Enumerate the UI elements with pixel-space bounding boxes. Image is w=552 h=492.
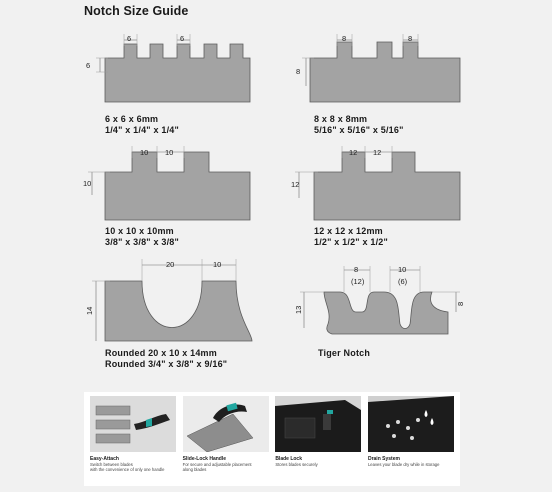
feature-desc: with the convenience of only one handle: [90, 467, 165, 472]
drain-icon: [368, 396, 454, 452]
feature-desc: Leaves your blade dry while in storage: [367, 462, 440, 467]
dim-label: (6): [398, 277, 408, 286]
dim-label: 10: [213, 260, 222, 269]
dim-label: 8: [354, 265, 359, 274]
notch-caption-12mm: 12 x 12 x 12mm 1/2" x 1/2" x 1/2": [314, 226, 388, 247]
notch-diagram-rounded: [80, 255, 260, 345]
feature-desc: along blades: [182, 467, 207, 472]
feature-blade-lock: [275, 396, 361, 482]
dim-label: 20: [166, 260, 175, 269]
feature-desc: Stores blades securely: [275, 462, 318, 467]
dim-label: 8: [456, 301, 465, 306]
notch-caption-rounded: Rounded 20 x 10 x 14mm Rounded 3/4" x 3/8" x 9/16": [105, 348, 228, 369]
dim-label: 10: [83, 179, 92, 188]
dim-label: 6: [127, 34, 132, 43]
feature-strip: [84, 392, 460, 486]
dim-label: 10: [165, 148, 174, 157]
notch-diagram-12mm: [290, 140, 470, 230]
dim-label: 8: [408, 34, 413, 43]
notch-diagram-6mm: [80, 28, 260, 112]
dim-label: 12: [291, 180, 300, 189]
trowel-icon: [183, 396, 269, 452]
feature-title: Blade Lock: [275, 456, 302, 462]
dim-label: 12: [349, 148, 358, 157]
feature-slide-lock-handle: [183, 396, 269, 482]
feature-desc: For secure and adjustable placement: [182, 462, 252, 467]
dim-label: 8: [342, 34, 347, 43]
dim-label: 6: [86, 61, 91, 70]
dim-label: 10: [398, 265, 407, 274]
notch-caption-6mm: 6 x 6 x 6mm 1/4" x 1/4" x 1/4": [105, 114, 179, 135]
dim-label: 13: [294, 305, 303, 314]
notch-caption-tiger: Tiger Notch: [318, 348, 371, 358]
feature-easy-attach: [90, 396, 176, 482]
notch-caption-8mm: 8 x 8 x 8mm 5/16" x 5/16" x 5/16": [314, 114, 404, 135]
notch-diagram-10mm: [80, 140, 260, 230]
notch-diagram-8mm: [290, 28, 470, 112]
dim-label: (12): [351, 277, 365, 286]
case-latch-icon: [275, 396, 361, 452]
page-title: Notch Size Guide: [84, 4, 189, 18]
dim-label: 14: [85, 306, 94, 315]
dim-label: 10: [140, 148, 149, 157]
feature-title: Drain System: [367, 456, 400, 462]
feature-drain-system: [368, 396, 454, 482]
notch-diagram-tiger: [290, 262, 470, 342]
dim-label: 6: [180, 34, 185, 43]
feature-desc: Switch between blades: [90, 462, 133, 467]
dim-label: 8: [296, 67, 301, 76]
feature-title: Easy-Attach: [90, 456, 119, 462]
dim-label: 12: [373, 148, 382, 157]
feature-title: Slide-Lock Handle: [182, 456, 226, 462]
blade-swap-icon: [90, 396, 176, 452]
notch-caption-10mm: 10 x 10 x 10mm 3/8" x 3/8" x 3/8": [105, 226, 179, 247]
